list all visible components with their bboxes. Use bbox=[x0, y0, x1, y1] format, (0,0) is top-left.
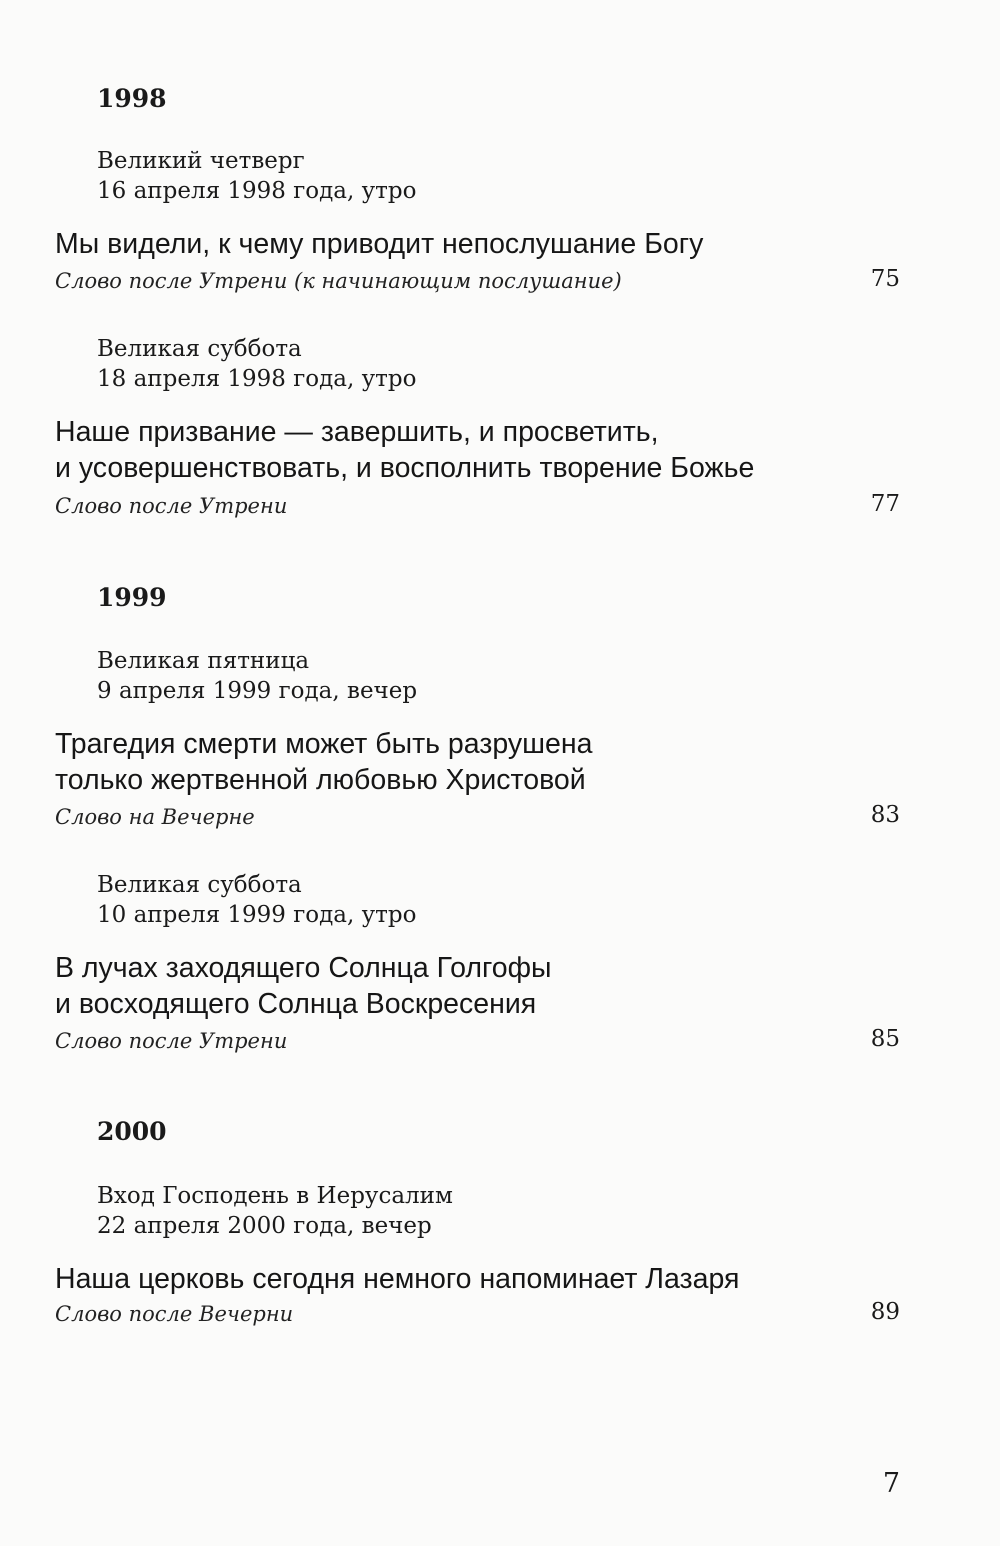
sermon-title bbox=[55, 950, 552, 1022]
sermon-title-line: Наше призвание — завершить, и просветить, bbox=[55, 416, 659, 448]
year-heading-1998: 1998 bbox=[97, 84, 167, 113]
sermon-subtitle: Слово на Вечерне bbox=[55, 805, 255, 829]
sermon-subtitle: Слово после Утрени bbox=[55, 1029, 288, 1053]
year-heading-2000: 2000 bbox=[97, 1117, 167, 1146]
sermon-title-line: Наша церковь сегодня немного напоминает Лазаря bbox=[55, 1263, 740, 1295]
sermon-title-line: только жертвенной любовью Христовой bbox=[55, 764, 586, 796]
sermon-title-line: и восходящего Солнца Воскресения bbox=[55, 988, 537, 1020]
page-number: 85 bbox=[870, 1026, 900, 1052]
sermon-title-line: и усовершенствовать, и восполнить творение Божье bbox=[55, 452, 755, 484]
service-datetime: 22 апреля 2000 года, вечер bbox=[97, 1213, 432, 1239]
page-number: 77 bbox=[870, 491, 900, 517]
service-date bbox=[97, 1181, 453, 1241]
service-name: Вход Господень в Иерусалим bbox=[97, 1183, 453, 1209]
sermon-subtitle: Слово после Вечерни bbox=[55, 1302, 294, 1326]
service-date bbox=[97, 334, 416, 394]
year-heading-1999: 1999 bbox=[97, 583, 167, 612]
service-name: Великая суббота bbox=[97, 336, 302, 362]
service-datetime: 10 апреля 1999 года, утро bbox=[97, 902, 417, 928]
service-name: Великая суббота bbox=[97, 872, 302, 898]
sermon-title bbox=[55, 1261, 739, 1297]
sermon-title-line: Трагедия смерти может быть разрушена bbox=[55, 728, 593, 760]
sermon-subtitle: Слово после Утрени bbox=[55, 494, 288, 518]
page-number: 83 bbox=[870, 802, 900, 828]
service-name: Великая пятница bbox=[97, 648, 310, 674]
service-date bbox=[97, 146, 416, 206]
service-datetime: 18 апреля 1998 года, утро bbox=[97, 366, 417, 392]
folio-page-number: 7 bbox=[882, 1468, 900, 1499]
service-date bbox=[97, 870, 416, 930]
sermon-subtitle: Слово после Утрени (к начинающим послушание) bbox=[55, 269, 622, 293]
service-datetime: 16 апреля 1998 года, утро bbox=[97, 178, 417, 204]
sermon-title-line: Мы видели, к чему приводит непослушание Богу bbox=[55, 228, 704, 260]
service-datetime: 9 апреля 1999 года, вечер bbox=[97, 678, 418, 704]
service-date bbox=[97, 646, 417, 706]
sermon-title bbox=[55, 226, 703, 262]
page-number: 75 bbox=[870, 266, 900, 292]
sermon-title bbox=[55, 726, 592, 798]
sermon-title-line: В лучах заходящего Солнца Голгофы bbox=[55, 952, 552, 984]
page-number: 89 bbox=[870, 1299, 900, 1325]
sermon-title bbox=[55, 414, 754, 486]
service-name: Великий четверг bbox=[97, 148, 305, 174]
